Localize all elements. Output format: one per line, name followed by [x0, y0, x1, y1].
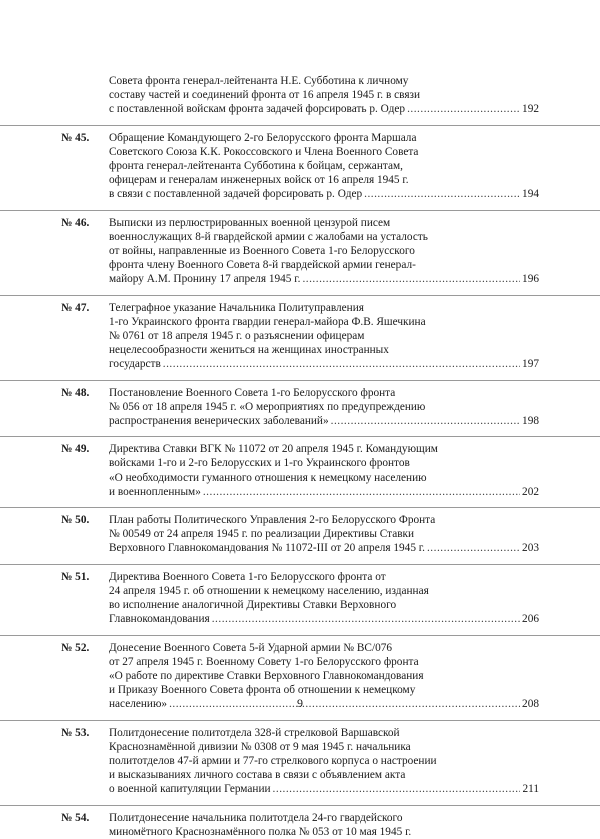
entry-title-line: Главнокомандования — [109, 613, 210, 626]
entry-title — [109, 301, 539, 372]
entry-title-line: Политдонесение политотдела 328-й стрелковой Варшавской — [109, 726, 400, 739]
toc-entry — [0, 210, 600, 287]
entry-title-line: о военной капитуляции Германии — [109, 783, 271, 796]
entry-title-line: Директива Военного Совета 1-го Белорусского фронта от — [109, 570, 386, 583]
entry-title-line: Обращение Командующего 2-го Белорусского фронта Маршала — [109, 131, 417, 144]
entry-number: № 45. — [61, 131, 90, 144]
entry-title-line: Краснознамённой дивизии № 0308 от 9 мая 1945 г. начальника — [109, 740, 411, 753]
toc-entry — [0, 74, 600, 117]
toc-entry — [0, 720, 600, 797]
entry-title — [109, 513, 539, 556]
entry-title-line: и высказываниях личного состава в связи с объявлением акта — [109, 769, 406, 782]
entry-page: 202 — [522, 485, 539, 498]
entry-title-line: № 00549 от 24 апреля 1945 г. по реализации Директивы Ставки — [109, 528, 415, 541]
dot-leader — [302, 272, 520, 286]
entry-title-line: офицерам и генералам инженерных войск от 16 апреля 1945 г. — [109, 174, 409, 187]
entry-title-line: в связи с поставленной задачей форсировать р. Одер — [109, 188, 363, 201]
dot-leader — [364, 187, 520, 201]
entry-page: 192 — [522, 103, 539, 116]
entry-title-line: майору А.М. Пронину 17 апреля 1945 г. — [109, 273, 301, 286]
entry-title-line: «О работе по директиве Ставки Верховного Главнокомандования — [109, 669, 424, 682]
entry-title — [109, 811, 539, 839]
dot-leader — [407, 102, 520, 116]
entry-number: № 53. — [61, 726, 90, 739]
dot-leader — [427, 541, 520, 555]
entry-title-line: Донесение Военного Совета 5-й Ударной армии № ВС/076 — [109, 641, 393, 654]
entry-number: № 54. — [61, 811, 90, 824]
entry-number: № 49. — [61, 443, 90, 456]
dot-leader — [203, 485, 520, 499]
entry-title — [109, 726, 539, 797]
dot-leader — [163, 357, 520, 371]
entry-title-line: № 0761 от 18 апреля 1945 г. о разъяснении офицерам — [109, 330, 365, 343]
toc-entry — [0, 125, 600, 202]
entry-title-line: Постановление Военного Совета 1-го Белорусского фронта — [109, 386, 396, 399]
dot-leader — [273, 782, 521, 796]
toc-entry — [0, 380, 600, 429]
entry-page: 208 — [522, 698, 539, 711]
entry-title-line: фронта генерал-лейтенанта Субботина к бойцам, сержантам, — [109, 160, 403, 173]
entry-title-line: от войны, направленные из Военного Совета 1-го Белорусского — [109, 245, 415, 258]
entry-title-line: План работы Политического Управления 2-го Белорусского Фронта — [109, 514, 436, 527]
entry-number: № 51. — [61, 570, 90, 583]
entry-title — [109, 570, 539, 627]
toc-entry — [0, 507, 600, 556]
entry-title-line: Телеграфное указание Начальника Политуправления — [109, 301, 364, 314]
entry-number: № 50. — [61, 514, 90, 527]
entry-title-line: № 056 от 18 апреля 1945 г. «О мероприятиях по предупреждению — [109, 400, 426, 413]
entry-page: 194 — [522, 188, 539, 201]
entry-title-line: Выписки из перлюстрированных военной цензурой писем — [109, 216, 391, 229]
entry-number: № 52. — [61, 641, 90, 654]
entry-title-line: политотделов 47-й армии и 77-го стрелкового корпуса о настроении — [109, 754, 437, 767]
entry-title-line: распространения венерических заболеваний» — [109, 415, 329, 428]
entry-title-line: нецелесообразности жениться на женщинах иностранных — [109, 344, 389, 357]
entry-title-line: миномётного Краснознамённого полка № 053 от 10 мая 1945 г. — [109, 825, 412, 838]
entry-title-line: «О необходимости гуманного отношения к немецкому населению — [109, 471, 427, 484]
entry-title-line: с поставленной войскам фронта задачей форсировать р. Одер — [109, 103, 406, 116]
page-number: 9 — [297, 696, 303, 710]
entry-title — [109, 442, 539, 499]
entry-number: № 47. — [61, 301, 90, 314]
entry-title-line: 24 апреля 1945 г. об отношении к немецкому населению, изданная — [109, 584, 429, 597]
entry-title-line: Директива Ставки ВГК № 11072 от 20 апреля 1945 г. Командующим — [109, 443, 438, 456]
entry-page: 203 — [522, 542, 539, 555]
entry-title-line: населению» — [109, 698, 168, 711]
table-of-contents — [0, 74, 600, 839]
entry-title-line: 1-го Украинского фронта гвардии генерал-майора Ф.В. Яшечкина — [109, 315, 426, 328]
entry-title-line: от 27 апреля 1945 г. Военному Совету 1-го Белорусского фронта — [109, 655, 419, 668]
entry-title-line: и военнопленным» — [109, 485, 201, 498]
entry-page: 196 — [522, 273, 539, 286]
dot-leader — [331, 414, 520, 428]
entry-page: 197 — [522, 358, 539, 371]
entry-title-line: государств — [109, 358, 161, 371]
entry-title-line: и Приказу Военного Совета фронта об отношении к немецкому — [109, 684, 416, 697]
toc-entry — [0, 564, 600, 627]
entry-title — [109, 74, 539, 117]
entry-number: № 48. — [61, 386, 90, 399]
dot-leader — [212, 612, 520, 626]
entry-title-line: военнослужащих 8-й гвардейской армии с жалобами на усталость — [109, 230, 428, 243]
entry-title-line: Совета фронта генерал-лейтенанта Н.Е. Субботина к личному — [109, 75, 409, 87]
entry-title — [109, 216, 539, 287]
entry-title-line: войсками 1-го и 2-го Белорусских и 1-го Украинского фронтов — [109, 457, 410, 470]
entry-page: 206 — [522, 613, 539, 626]
entry-title-line: фронта члену Военного Совета 8-й гвардейской армии генерал- — [109, 259, 416, 272]
entry-page: 198 — [522, 415, 539, 428]
toc-entry — [0, 295, 600, 372]
entry-title-line: составу частей и соединений фронта от 16 апреля 1945 г. в связи — [109, 89, 421, 102]
entry-title — [109, 386, 539, 429]
entry-title-line: Верховного Главнокомандования № 11072-III от 20 апреля 1945 г. — [109, 542, 425, 555]
entry-title-line: во исполнение аналогичной Директивы Ставки Верховного — [109, 599, 397, 612]
toc-entry — [0, 805, 600, 839]
entry-title — [109, 131, 539, 202]
entry-number: № 46. — [61, 216, 90, 229]
entry-page: 211 — [522, 783, 539, 796]
entry-title-line: Политдонесение начальника политотдела 24-го гвардейского — [109, 811, 403, 824]
entry-title-line: Советского Союза К.К. Рокоссовского и Члена Военного Совета — [109, 145, 419, 158]
toc-entry — [0, 436, 600, 499]
